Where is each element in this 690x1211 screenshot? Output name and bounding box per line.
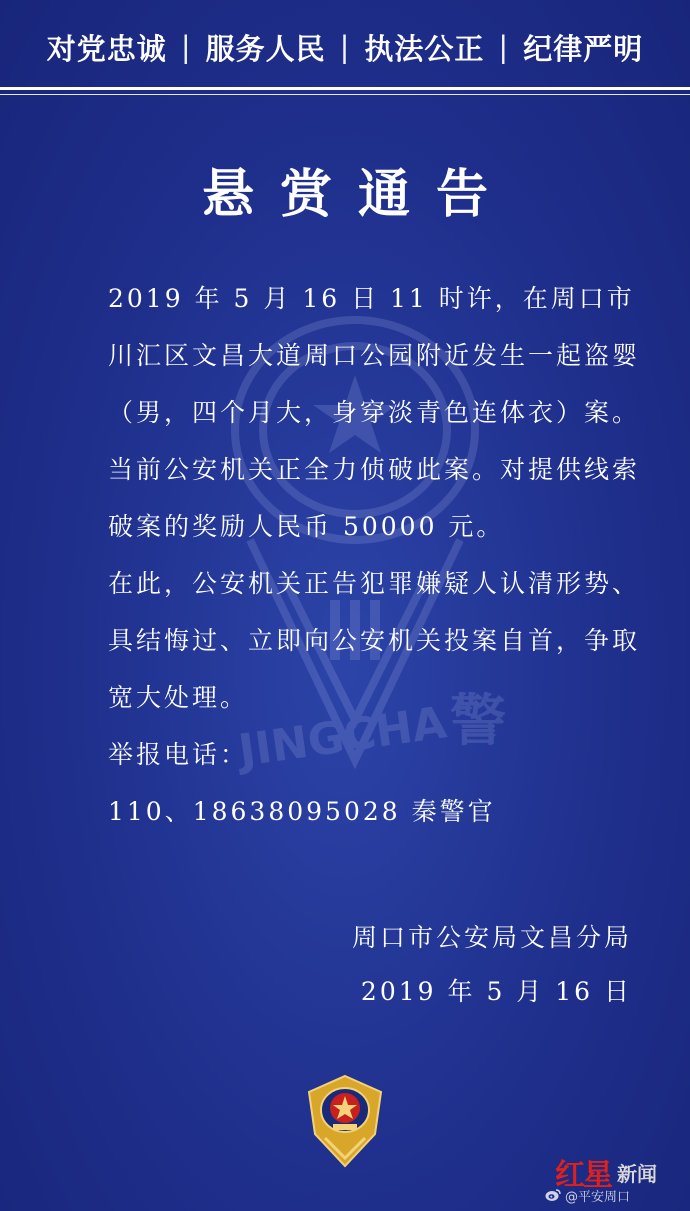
police-emblem-icon — [303, 1074, 387, 1170]
weibo-icon — [545, 1188, 561, 1202]
red-star-news-logo — [555, 1150, 685, 1193]
notice-paragraph-2: 当前公安机关正全力侦破此案。对提供线索破案的奖励人民币 50000 元。 — [108, 455, 641, 541]
watermark-jing-char: 警 — [450, 689, 506, 754]
notice-paragraph-3: 在此，公安机关正告犯罪嫌疑人认清形势、具结悔过、立即向公安机关投案自首，争取宽大处理。 — [108, 569, 641, 712]
slogan-2: 服务人民 — [205, 31, 326, 66]
watermark-jingcha-text: JINGCHA — [235, 697, 450, 777]
issue-date: 2019 年 5 月 16 日 — [360, 977, 632, 1006]
slogan-bar — [0, 18, 690, 76]
issuing-organization: 周口市公安局文昌分局 — [351, 923, 632, 952]
slogan-separator: | — [339, 30, 351, 64]
header-divider-thick — [0, 87, 690, 90]
slogan-3: 执法公正 — [364, 31, 485, 66]
logo-hong-char: 红 — [555, 1158, 585, 1193]
logo-xing-char: 星 — [583, 1158, 613, 1193]
weibo-watermark — [545, 1186, 685, 1206]
header-divider-thin — [0, 94, 690, 95]
slogan-separator: | — [180, 30, 192, 64]
slogan-separator: | — [498, 30, 510, 64]
notice-paragraph-1: 2019 年 5 月 16 日 11 时许，在周口市川汇区文昌大道周口公园附近发生一起盗婴（男，四个月大，身穿淡青色连体衣）案。 — [108, 284, 641, 427]
slogan-4: 纪律严明 — [523, 31, 644, 66]
hotline-numbers: 110、18638095028 秦警官 — [108, 797, 496, 826]
weibo-account: @平安周口 — [565, 1190, 631, 1205]
notice-title: 悬赏通告 — [201, 165, 514, 225]
slogan-1: 对党忠诚 — [46, 31, 167, 66]
hotline-label: 举报电话： — [108, 740, 249, 769]
logo-news-text: 新闻 — [617, 1162, 657, 1186]
notice-body — [50, 270, 660, 840]
